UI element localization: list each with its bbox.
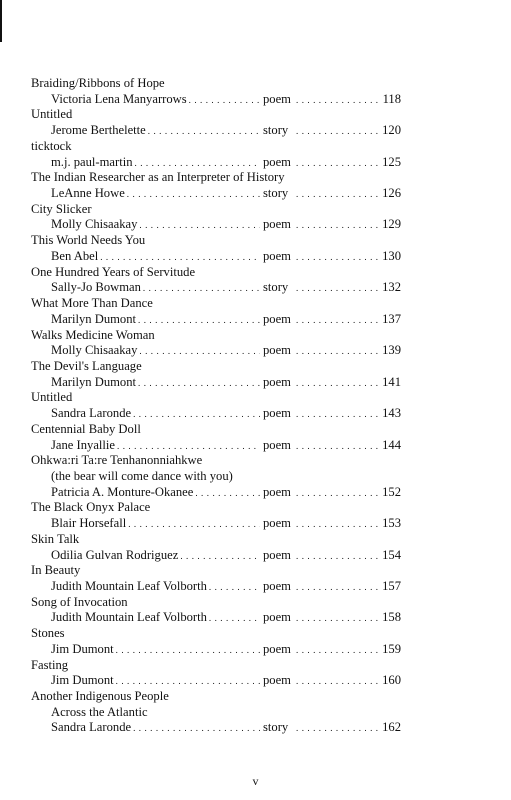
toc-entry-row — [31, 406, 401, 422]
toc-entry-author: Blair Horsefall — [51, 516, 127, 531]
toc-entry-genre: poem — [263, 91, 291, 106]
toc-entry-genre: poem — [263, 516, 291, 531]
toc-entry-title: Untitled — [31, 390, 73, 405]
dot-leader — [143, 281, 260, 296]
toc-entry-page-number: 129 — [382, 217, 401, 232]
toc-entry-genre: poem — [263, 406, 291, 421]
toc-entry-author: Sally-Jo Bowman — [51, 280, 141, 295]
toc-entry-title: In Beauty — [31, 563, 81, 578]
dot-leader — [296, 187, 379, 202]
toc-entry-row — [31, 438, 401, 454]
toc-entry-author: m.j. paul-martin — [51, 154, 133, 169]
dot-leader — [116, 643, 260, 658]
toc-entry-row — [31, 642, 401, 658]
toc-entry-genre: poem — [263, 437, 291, 452]
dot-leader — [180, 549, 260, 564]
dot-leader — [138, 313, 260, 328]
dot-leader — [127, 187, 260, 202]
toc-entry-author: Jerome Berthelette — [51, 123, 146, 138]
dot-leader — [139, 218, 260, 233]
toc-entry-author: Jim Dumont — [51, 641, 114, 656]
dot-leader — [296, 439, 379, 454]
toc-entry-row — [31, 485, 401, 501]
toc-entry-page-number: 157 — [382, 579, 401, 593]
toc-entry-genre: poem — [263, 374, 291, 389]
toc-entry-title: Stones — [31, 626, 65, 641]
toc-entry-row — [31, 548, 401, 564]
toc-entry-page-number: 158 — [382, 610, 401, 625]
toc-entry-author: Patricia A. Monture-Okanee — [51, 484, 194, 499]
toc-entry-page-number: 153 — [382, 516, 401, 531]
toc-entry-author: Sandra Laronde — [51, 406, 132, 421]
toc-entry-row — [31, 249, 401, 265]
toc-entry-row — [31, 155, 401, 171]
dot-leader — [296, 407, 379, 422]
toc-entry-page-number: 143 — [382, 406, 401, 421]
toc-entry-author: Judith Mountain Leaf Volborth — [51, 579, 207, 593]
toc-entry-title: The Indian Researcher as an Interpreter of History — [31, 170, 285, 185]
dot-leader — [133, 721, 260, 736]
toc-entry-page-number: 125 — [382, 154, 401, 169]
toc-entry-subtitle: Across the Atlantic — [51, 704, 148, 719]
toc-entry-title: Another Indigenous People — [31, 689, 169, 704]
dot-leader — [209, 580, 260, 595]
page-edge-mark — [0, 0, 2, 42]
toc-entry-title: Song of Invocation — [31, 594, 128, 609]
toc-entry-genre: poem — [263, 248, 291, 263]
toc-entry-genre: poem — [263, 673, 291, 688]
toc-entry-row — [31, 610, 401, 626]
dot-leader — [296, 721, 379, 736]
toc-entry-page-number: 132 — [382, 280, 401, 295]
dot-leader — [117, 439, 260, 454]
toc-entry-genre: poem — [263, 311, 291, 326]
dot-leader — [128, 517, 260, 532]
dot-leader — [296, 376, 379, 391]
dot-leader — [135, 156, 261, 171]
toc-entry-author: Ben Abel — [51, 248, 99, 263]
dot-leader — [296, 156, 379, 171]
toc-entry-author: Judith Mountain Leaf Volborth — [51, 610, 207, 625]
toc-entry-author: Marilyn Dumont — [51, 374, 137, 389]
toc-entry-row — [31, 123, 401, 139]
toc-entry-page-number: 154 — [382, 547, 401, 562]
toc-entry-page-number: 126 — [382, 186, 401, 201]
toc-entry-row — [31, 720, 401, 736]
toc-entry-title: Centennial Baby Doll — [31, 421, 141, 436]
dot-leader — [296, 124, 379, 139]
toc-entry-title: Braiding/Ribbons of Hope — [31, 76, 165, 90]
toc-entry-row — [31, 343, 401, 359]
dot-leader — [296, 218, 379, 233]
toc-entry-title: What More Than Dance — [31, 296, 153, 311]
toc-entry-page-number: 160 — [382, 673, 401, 688]
toc-entry-page-number: 162 — [382, 720, 401, 735]
toc-entry-title: One Hundred Years of Servitude — [31, 264, 196, 279]
toc-entry-page-number: 118 — [382, 91, 401, 106]
toc-entry-subtitle: (the bear will come dance with you) — [51, 468, 233, 483]
toc-entry-page-number: 120 — [382, 123, 401, 138]
toc-entry-author: Victoria Lena Manyarrows — [51, 91, 187, 106]
toc-entry-row — [31, 186, 401, 202]
dot-leader — [116, 674, 260, 689]
dot-leader — [296, 549, 379, 564]
dot-leader — [296, 281, 379, 296]
toc-entry-genre: story — [263, 186, 289, 201]
toc-entry-genre: poem — [263, 217, 291, 232]
toc-entry-genre: poem — [263, 641, 291, 656]
toc-entry-page-number: 141 — [382, 374, 401, 389]
toc-entry-page-number: 139 — [382, 343, 401, 358]
dot-leader — [296, 250, 379, 265]
toc-entry-genre: story — [263, 280, 289, 295]
toc-entry-author: Jane Inyallie — [51, 437, 115, 452]
dot-leader — [296, 344, 379, 359]
toc-entry-title: The Black Onyx Palace — [31, 500, 151, 515]
toc-entry-genre: story — [263, 720, 289, 735]
toc-entry-genre: story — [263, 123, 289, 138]
toc-entry-title: Fasting — [31, 657, 69, 672]
page-number-footer: v — [252, 774, 259, 788]
dot-leader — [133, 407, 260, 422]
toc-entry-row — [31, 579, 401, 595]
dot-leader — [296, 611, 379, 626]
toc-entry-title: This World Needs You — [31, 233, 146, 248]
toc-entry-author: Odilia Gulvan Rodriguez — [51, 547, 179, 562]
toc-entry-title: City Slicker — [31, 201, 92, 216]
toc-entry-row — [31, 673, 401, 689]
toc-entry-title: ticktock — [31, 138, 72, 153]
toc-entry-row — [31, 375, 401, 391]
toc-entry-genre: poem — [263, 579, 291, 593]
dot-leader — [296, 93, 379, 108]
dot-leader — [100, 250, 260, 265]
toc-entry-row — [31, 217, 401, 233]
toc-entry-title: Skin Talk — [31, 531, 80, 546]
dot-leader — [296, 517, 379, 532]
table-of-contents — [31, 76, 401, 736]
toc-entry-author: LeAnne Howe — [51, 186, 125, 201]
dot-leader — [195, 486, 260, 501]
toc-entry-author: Molly Chisaakay — [51, 217, 138, 232]
toc-entry-author: Molly Chisaakay — [51, 343, 138, 358]
toc-entry-author: Marilyn Dumont — [51, 311, 137, 326]
toc-entry-title: Walks Medicine Woman — [31, 327, 155, 342]
toc-entry-genre: poem — [263, 343, 291, 358]
toc-entry-genre: poem — [263, 484, 291, 499]
toc-entry-row — [31, 312, 401, 328]
dot-leader — [138, 376, 260, 391]
toc-entry-author: Jim Dumont — [51, 673, 114, 688]
dot-leader — [148, 124, 260, 139]
dot-leader — [296, 643, 379, 658]
toc-entry-title: Untitled — [31, 107, 73, 122]
toc-entry-row — [31, 516, 401, 532]
dot-leader — [296, 313, 379, 328]
toc-entry-page-number: 130 — [382, 248, 401, 263]
dot-leader — [296, 674, 379, 689]
dot-leader — [296, 580, 379, 595]
toc-entry-title: The Devil's Language — [31, 358, 142, 373]
toc-entry-page-number: 152 — [382, 484, 401, 499]
toc-entry-genre: poem — [263, 547, 291, 562]
toc-entry-author: Sandra Laronde — [51, 720, 132, 735]
toc-entry-page-number: 144 — [382, 437, 401, 452]
toc-entry-genre: poem — [263, 610, 291, 625]
dot-leader — [296, 486, 379, 501]
toc-entry-title: Ohkwa:ri Ta:re Tenhanonniahkwe — [31, 453, 203, 468]
toc-entry-page-number: 137 — [382, 311, 401, 326]
dot-leader — [209, 611, 260, 626]
toc-entry-page-number: 159 — [382, 641, 401, 656]
dot-leader — [189, 93, 260, 108]
toc-entry-row — [31, 92, 401, 108]
toc-entry-row — [31, 280, 401, 296]
toc-entry-genre: poem — [263, 154, 291, 169]
dot-leader — [139, 344, 260, 359]
